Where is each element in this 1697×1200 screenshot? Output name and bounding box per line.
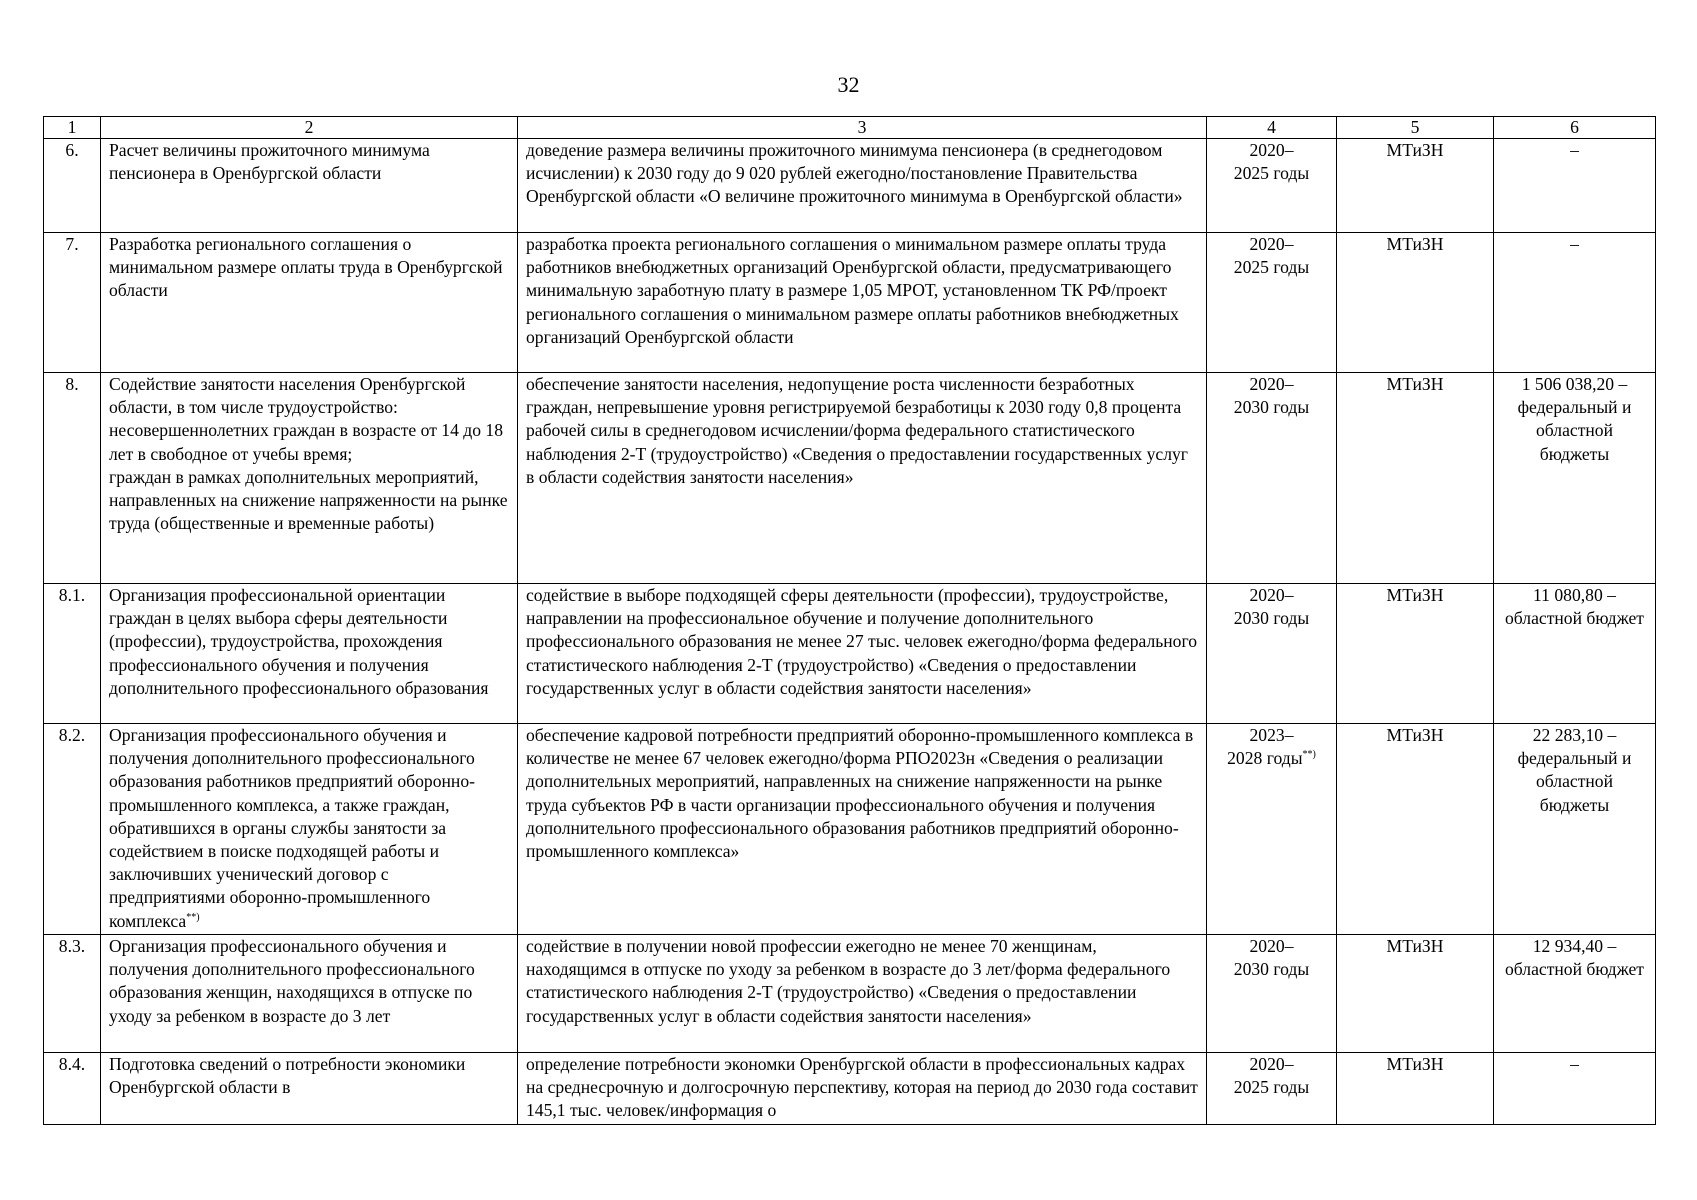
row-number: 6.	[44, 139, 101, 233]
measure-name-cell	[101, 724, 518, 935]
table-row	[44, 233, 1656, 373]
funding: 22 283,10 – федеральный и областной бюджеты	[1494, 724, 1656, 935]
term: 2020– 2025 годы	[1207, 1053, 1337, 1125]
measure-name: Расчет величины прожиточного минимума пенсионера в Оренбургской области	[101, 139, 518, 233]
executor: МТиЗН	[1337, 233, 1494, 373]
executor: МТиЗН	[1337, 1053, 1494, 1125]
table-row	[44, 373, 1656, 584]
measure-name: Организация профессионального обучения и получения дополнительного профессионального образования работников предприятий оборонно-промышленного комплекса, а также граждан, обратившихся в органы службы занятости за содействием в поиске подходящей работы и заключивших ученический договор с предприятиями оборонно-промышленного комплекса	[109, 725, 476, 931]
funding: –	[1494, 139, 1656, 233]
term: 2023– 2028 годы	[1227, 725, 1303, 769]
expected-result: доведение размера величины прожиточного минимума пенсионера (в среднегодовом исчислении) к 2030 году до 9 020 рублей ежегодно/постановление Правительства Оренбургской области «О величине прожиточного минимума в Оренбургской области»	[518, 139, 1207, 233]
row-number: 8.3.	[44, 935, 101, 1053]
table-row	[44, 1053, 1656, 1125]
header-cell: 3	[518, 117, 1207, 139]
measure-name: Разработка регионального соглашения о минимальном размере оплаты труда в Оренбургской области	[101, 233, 518, 373]
row-number: 8.2.	[44, 724, 101, 935]
funding: 11 080,80 – областной бюджет	[1494, 584, 1656, 724]
term: 2020– 2030 годы	[1207, 935, 1337, 1053]
term: 2020– 2030 годы	[1207, 373, 1337, 584]
expected-result: определение потребности экономки Оренбургской области в профессиональных кадрах на среднесрочную и долгосрочную перспективу, которая на период до 2030 года составит 145,1 тыс. человек/информация о	[518, 1053, 1207, 1125]
term-cell	[1207, 724, 1337, 935]
page-number: 32	[837, 72, 860, 97]
executor: МТиЗН	[1337, 935, 1494, 1053]
row-number: 8.1.	[44, 584, 101, 724]
expected-result: содействие в получении новой профессии ежегодно не менее 70 женщинам, находящимся в отпуске по уходу за ребенком в возрасте до 3 лет/форма федерального статистического наблюдения 2-Т (трудоустройство) «Сведения о предоставлении государственных услуг в области содействия занятости населения»	[518, 935, 1207, 1053]
row-number: 8.	[44, 373, 101, 584]
footnote-mark: **)	[1302, 749, 1316, 761]
table-row	[44, 724, 1656, 935]
header-cell: 5	[1337, 117, 1494, 139]
executor: МТиЗН	[1337, 373, 1494, 584]
term: 2020– 2025 годы	[1207, 233, 1337, 373]
measure-name: Подготовка сведений о потребности экономики Оренбургской области в	[101, 1053, 518, 1125]
row-number: 7.	[44, 233, 101, 373]
expected-result: разработка проекта регионального соглашения о минимальном размере оплаты труда работников внебюджетных организаций Оренбургской области, предусматривающего минимальную заработную плату в размере 1,05 МРОТ, установленном ТК РФ/проект регионального соглашения о минимальном размере оплаты работников внебюджетных организаций Оренбургской области	[518, 233, 1207, 373]
funding: 1 506 038,20 – федеральный и областной бюджеты	[1494, 373, 1656, 584]
executor: МТиЗН	[1337, 139, 1494, 233]
column-number-header	[44, 117, 1656, 139]
table-row	[44, 139, 1656, 233]
measure-name: Организация профессиональной ориентации граждан в целях выбора сферы деятельности (профессии), трудоустройства, прохождения профессионального обучения и получения дополнительного профессионального образования	[101, 584, 518, 724]
footnote-mark: **)	[186, 911, 200, 923]
expected-result: содействие в выборе подходящей сферы деятельности (профессии), трудоустройстве, направлении на профессиональное обучение и получение дополнительного профессионального образования не менее 27 тыс. человек ежегодно/форма федерального статистического наблюдения 2-Т (трудоустройство) «Сведения о предоставлении государственных услуг в области содействия занятости населения»	[518, 584, 1207, 724]
measures-table	[43, 116, 1656, 1125]
table-row	[44, 584, 1656, 724]
row-number: 8.4.	[44, 1053, 101, 1125]
table-row	[44, 935, 1656, 1053]
term: 2020– 2030 годы	[1207, 584, 1337, 724]
executor: МТиЗН	[1337, 724, 1494, 935]
header-cell: 2	[101, 117, 518, 139]
term: 2020– 2025 годы	[1207, 139, 1337, 233]
funding: –	[1494, 1053, 1656, 1125]
header-cell: 4	[1207, 117, 1337, 139]
measure-name: Организация профессионального обучения и получения дополнительного профессионального образования женщин, находящихся в отпуске по уходу за ребенком в возрасте до 3 лет	[101, 935, 518, 1053]
funding: –	[1494, 233, 1656, 373]
header-cell: 6	[1494, 117, 1656, 139]
executor: МТиЗН	[1337, 584, 1494, 724]
expected-result: обеспечение кадровой потребности предприятий оборонно-промышленного комплекса в количестве не менее 67 человек ежегодно/форма РПО2023н «Сведения о реализации дополнительных мероприятий, направленных на снижение напряженности на рынке труда субъектов РФ в части организации профессионального обучения и получения дополнительного профессионального образования работников предприятий оборонно-промышленного комплекса»	[518, 724, 1207, 935]
expected-result: обеспечение занятости населения, недопущение роста численности безработных граждан, непревышение уровня регистрируемой безработицы к 2030 году 0,8 процента рабочей силы в среднегодовом исчислении/форма федерального статистического наблюдения 2-Т (трудоустройство) «Сведения о предоставлении государственных услуг в области содействия занятости населения»	[518, 373, 1207, 584]
measure-name: Содействие занятости населения Оренбургской области, в том числе трудоустройство: несовершеннолетних граждан в возрасте от 14 до 18 лет в свободное от учебы время; граждан в рамках дополнительных мероприятий, направленных на снижение напряженности на рынке труда (общественные и временные работы)	[101, 373, 518, 584]
header-cell: 1	[44, 117, 101, 139]
funding: 12 934,40 – областной бюджет	[1494, 935, 1656, 1053]
